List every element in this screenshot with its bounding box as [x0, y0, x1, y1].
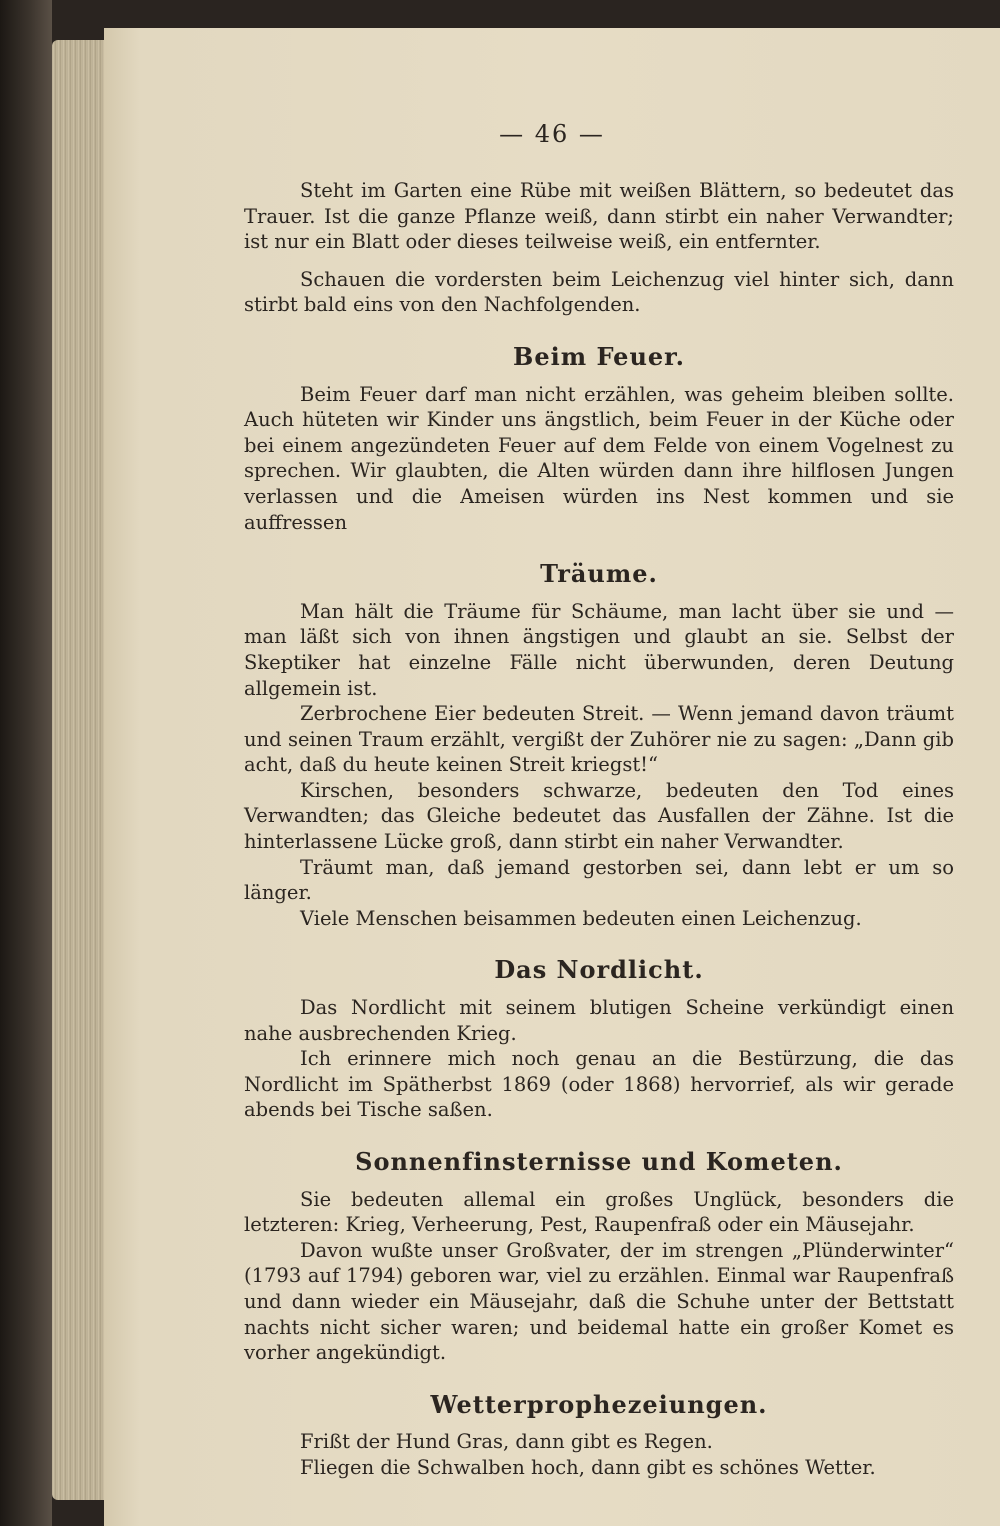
section-heading: Wetterprophezeiungen.: [430, 1389, 768, 1419]
book-binding: [0, 0, 52, 1526]
paragraph: Das Nordlicht mit seinem blutigen Scheine verkündigt einen nahe ausbrechenden Krieg.: [244, 996, 954, 1045]
page-body: [244, 178, 954, 1493]
paragraph: Ich erinnere mich noch genau an die Bestürzung, die das Nordlicht im Spätherbst 1869 (oder 1868) hervorrief, als wir gerade abends bei Tische saßen.: [244, 1047, 954, 1122]
paragraph: Schauen die vordersten beim Leichenzug viel hinter sich, dann stirbt bald eins von den Nachfolgenden.: [244, 267, 954, 317]
paragraph: Zerbrochene Eier bedeuten Streit. — Wenn jemand davon träumt und seinen Traum erzählt, vergißt der Zuhörer nie zu sagen: „Dann gib acht, daß du heute keinen Streit kriegst!“: [244, 702, 954, 777]
paragraph: Fliegen die Schwalben hoch, dann gibt es schönes Wetter.: [300, 1455, 876, 1479]
paragraph: Steht im Garten eine Rübe mit weißen Blättern, so bedeutet das Trauer. Ist die ganze Pflanze weiß, dann stirbt ein naher Verwandter; ist nur ein Blatt oder dieses teilweise weiß, ein entfernter.: [244, 179, 954, 254]
paragraph: Kirschen, besonders schwarze, bedeuten den Tod eines Verwandten; das Gleiche bedeutet das Ausfallen der Zähne. Ist die hinterlassene Lücke groß, dann stirbt ein naher Verwandter.: [244, 778, 954, 854]
paragraph: Davon wußte unser Großvater, der im strengen „Plünderwinter“ (1793 auf 1794) geboren war, viel zu erzählen. Einmal war Raupenfraß und dann wieder ein Mäusejahr, daß die Schuhe unter der Bettstatt nachts nicht sicher waren; und beidemal hatte ein großer Komet es vorher angekündigt.: [244, 1238, 954, 1365]
page-number: — 46 —: [499, 120, 605, 148]
paragraph: Träumt man, daß jemand gestorben sei, dann lebt er um so länger.: [244, 855, 954, 905]
section-heading: Träume.: [540, 559, 658, 589]
paragraph: Frißt der Hund Gras, dann gibt es Regen.: [300, 1430, 713, 1454]
paragraph: Sie bedeuten allemal ein großes Unglück, besonders die letzteren: Krieg, Verheerung, Pest, Raupenfraß oder ein Mäusejahr.: [244, 1187, 954, 1237]
page-edges: [52, 40, 104, 1500]
section-heading: Beim Feuer.: [513, 341, 685, 371]
paragraph: Man hält die Träume für Schäume, man lacht über sie und — man läßt sich von ihnen ängstigen und glaubt an sie. Selbst der Skeptiker hat einzelne Fälle nicht überwunden, deren Deutung allgemein ist.: [244, 599, 954, 700]
paragraph: Beim Feuer darf man nicht erzählen, was geheim bleiben sollte. Auch hüteten wir Kinder uns ängstlich, beim Feuer in der Küche oder bei einem angezündeten Feuer auf dem Felde von einem Vogelnest zu sprechen. Wir glaubten, die Alten würden dann ihre hilflosen Jungen verlassen und die Ameisen würden ins Nest kommen und sie auffressen: [244, 382, 954, 534]
section-heading: Das Nordlicht.: [494, 955, 704, 985]
book-page: [104, 28, 1000, 1526]
paragraph: Viele Menschen beisammen bedeuten einen Leichenzug.: [300, 906, 862, 930]
section-heading: Sonnenfinsternisse und Kometen.: [355, 1147, 843, 1176]
